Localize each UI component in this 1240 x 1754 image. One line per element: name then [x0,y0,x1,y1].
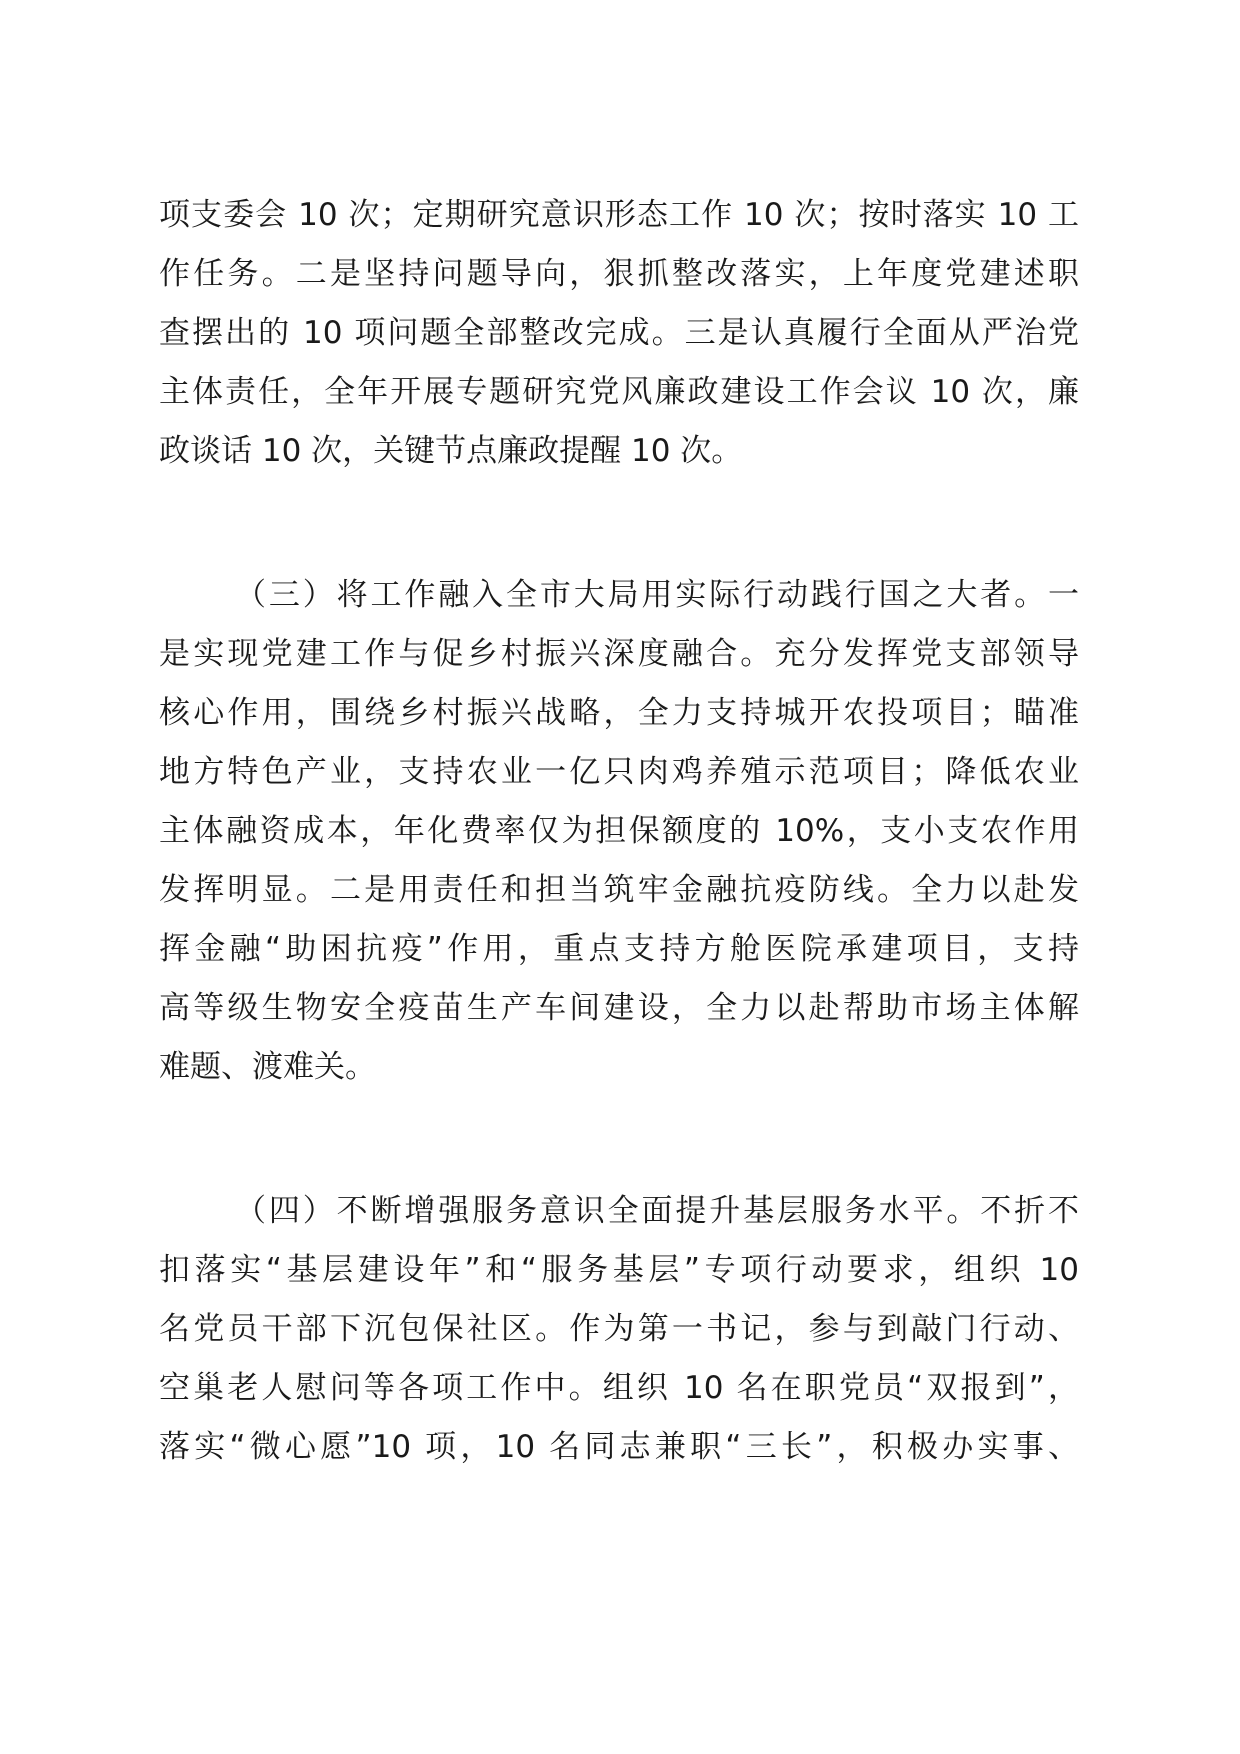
paragraph-2-line-8: 高等级生物安全疫苗生产车间建设，全力以赴帮助市场主体解 [159,990,1079,1026]
paragraph-1-line-3: 查摆出的 10 项问题全部整改完成。三是认真履行全面从严治党 [159,315,1079,351]
paragraph-3-line-4: 空巢老人慰问等各项工作中。组织 10 名在职党员“双报到”， [159,1370,1079,1406]
paragraph-2-line-7: 挥金融“助困抗疫”作用，重点支持方舱医院承建项目，支持 [159,931,1079,967]
paragraph-3-line-3: 名党员干部下沉包保社区。作为第一书记，参与到敲门行动、 [159,1311,1079,1347]
paragraph-3-line-5: 落实“微心愿”10 项，10 名同志兼职“三长”，积极办实事、 [159,1429,1079,1465]
paragraph-2-line-6: 发挥明显。二是用责任和担当筑牢金融抗疫防线。全力以赴发 [159,872,1079,908]
paragraph-2-line-2: 是实现党建工作与促乡村振兴深度融合。充分发挥党支部领导 [159,636,1079,672]
paragraph-1-line-4: 主体责任，全年开展专题研究党风廉政建设工作会议 10 次，廉 [159,374,1079,410]
paragraph-1-line-1: 项支委会 10 次；定期研究意识形态工作 10 次；按时落实 10 工 [159,197,1079,233]
paragraph-3-line-2: 扣落实“基层建设年”和“服务基层”专项行动要求，组织 10 [159,1252,1079,1288]
paragraph-2-line-5: 主体融资成本，年化费率仅为担保额度的 10%，支小支农作用 [159,813,1079,849]
paragraph-1-line-2: 作任务。二是坚持问题导向，狠抓整改落实，上年度党建述职 [159,256,1079,292]
paragraph-2-line-1: （三）将工作融入全市大局用实际行动践行国之大者。一 [235,577,1079,613]
paragraph-2-line-3: 核心作用，围绕乡村振兴战略，全力支持城开农投项目；瞄准 [159,695,1079,731]
paragraph-1-line-5: 政谈话 10 次，关键节点廉政提醒 10 次。 [159,433,743,469]
paragraph-2-line-9: 难题、渡难关。 [159,1049,376,1085]
paragraph-2-line-4: 地方特色产业，支持农业一亿只肉鸡养殖示范项目；降低农业 [159,754,1079,790]
paragraph-3-line-1: （四）不断增强服务意识全面提升基层服务水平。不折不 [235,1193,1079,1229]
